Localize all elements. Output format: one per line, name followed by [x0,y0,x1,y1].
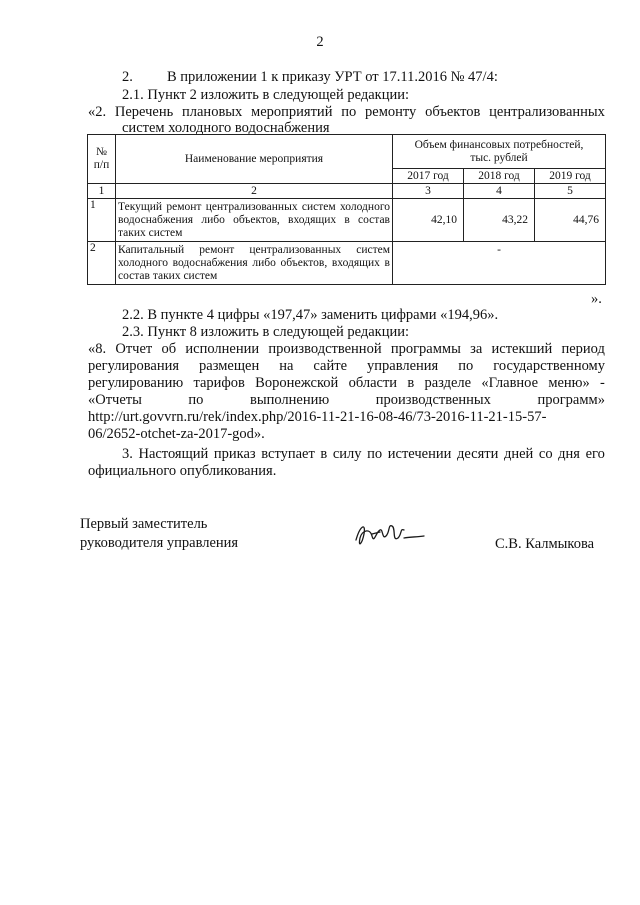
table-index-row [88,184,606,199]
word: силу [332,446,362,462]
table-row [88,199,606,242]
word: тарифов [193,375,245,391]
word: размещен [199,358,260,374]
header-finance-line-1: Объем финансовых потребностей, [414,138,584,151]
index-cell: 5 [535,184,606,199]
paragraph-3-line-2: официального опубликования. [88,463,277,479]
paragraph-2-3: 2.3. Пункт 8 изложить в следующей редакции: [122,324,410,340]
row-dash: - [393,242,606,285]
signatory-title-line-1: Первый заместитель [80,516,208,532]
row-number: 2 [88,242,116,285]
close-quote: ». [591,291,602,307]
word: меню» [548,375,590,391]
header-year-2018: 2018 год [464,169,535,184]
header-finance-line-2: тыс. рублей [470,151,528,164]
word: области [348,375,398,391]
header-number [88,135,116,184]
index-cell: 1 [88,184,116,199]
word: разделе [424,375,472,391]
word: производственной [268,341,382,357]
word: ремонту [365,104,417,120]
word: дней [503,446,534,462]
word: десяти [456,446,499,462]
word: со [538,446,553,462]
word: его [585,446,605,462]
paragraph-3-line-1 [122,446,605,463]
index-cell: 2 [116,184,393,199]
page-number: 2 [316,34,324,50]
word: управления [367,358,439,374]
word: мероприятий [251,104,333,120]
paragraph-8-line-4 [88,392,605,409]
word: Перечень [114,104,174,120]
word: объектов [425,104,481,120]
word: по [188,392,204,408]
signatory-name: С.В. Калмыкова [495,536,595,552]
word: государственному [493,358,605,374]
quote-title-line-2: систем холодного водоснабжения [122,120,330,136]
word: регулированию [88,375,184,391]
word: «Отчеты [88,392,142,408]
word: «2. [88,104,107,120]
word: об [161,341,177,357]
word: период [561,341,605,357]
header-number-line-2: п/п [93,159,110,171]
header-number-line-1: № [96,146,107,158]
index-cell: 3 [393,184,464,199]
index-cell: 4 [464,184,535,199]
word: программ» [537,392,605,408]
word: Воронежской [255,375,339,391]
word: «Главное [481,375,539,391]
word: по [341,104,357,120]
header-year-2017: 2017 год [393,169,464,184]
signatory-title-line-2: руководителя управления [80,535,239,551]
header-year-2019: 2019 год [535,169,606,184]
word: вступает [261,446,315,462]
word: на [279,358,294,374]
word: в [407,375,415,391]
table-row [88,242,606,285]
word: исполнении [185,341,260,357]
paragraph-8-line-2 [88,358,605,375]
word: Настоящий [138,446,209,462]
table-header-row [88,135,606,169]
word: «8. [88,341,107,357]
word: дня [558,446,580,462]
word: истекший [491,341,553,357]
handwritten-signature [350,518,430,552]
row-value-2017: 42,10 [393,199,464,242]
row-value-2018: 43,22 [464,199,535,242]
paragraph-2-2: 2.2. В пункте 4 цифры «197,47» заменить цифрами «194,96». [122,307,499,323]
paragraph-8-line-1 [88,341,605,358]
word: истечении [387,446,452,462]
quote-title-line-1 [88,104,605,121]
paragraph-8-line-3 [88,375,605,392]
word: в [320,446,328,462]
row-number: 1 [88,199,116,242]
row-value-2019: 44,76 [535,199,606,242]
word: приказ [213,446,256,462]
word: 3. [122,446,133,462]
paragraph-2-1: 2.1. Пункт 2 изложить в следующей редакции: [122,87,410,103]
header-finance [393,135,606,169]
item-2-number: 2. [122,69,133,85]
word: выполнению [249,392,330,408]
item-2-text: В приложении 1 к приказу УРТ от 17.11.2016 № 47/4: [167,69,498,85]
word: по [458,358,474,374]
header-name: Наименование мероприятия [116,135,393,184]
plan-table [87,134,606,285]
word: сайте [313,358,348,374]
word: централизованных [489,104,605,120]
row-name: Капитальный ремонт централизованных систем холодного водоснабжения либо объектов, входящих в состав таких систем [116,242,393,285]
word: регулирования [88,358,180,374]
signatory-title [80,515,238,553]
paragraph-8-url-line-1: http://urt.govvrn.ru/rek/index.php/2016-11-21-16-08-46/73-2016-11-21-15-57- [88,409,547,425]
word: по [367,446,383,462]
word: Отчет [115,341,153,357]
paragraph-8-url-line-2: 06/2652-otchet-za-2017-god». [88,426,265,442]
word: - [600,375,605,391]
word: за [470,341,483,357]
word: производственных [375,392,491,408]
word: программы [390,341,461,357]
row-name: Текущий ремонт централизованных систем холодного водоснабжения либо объектов, входящих в состав таких систем [116,199,393,242]
word: плановых [182,104,243,120]
